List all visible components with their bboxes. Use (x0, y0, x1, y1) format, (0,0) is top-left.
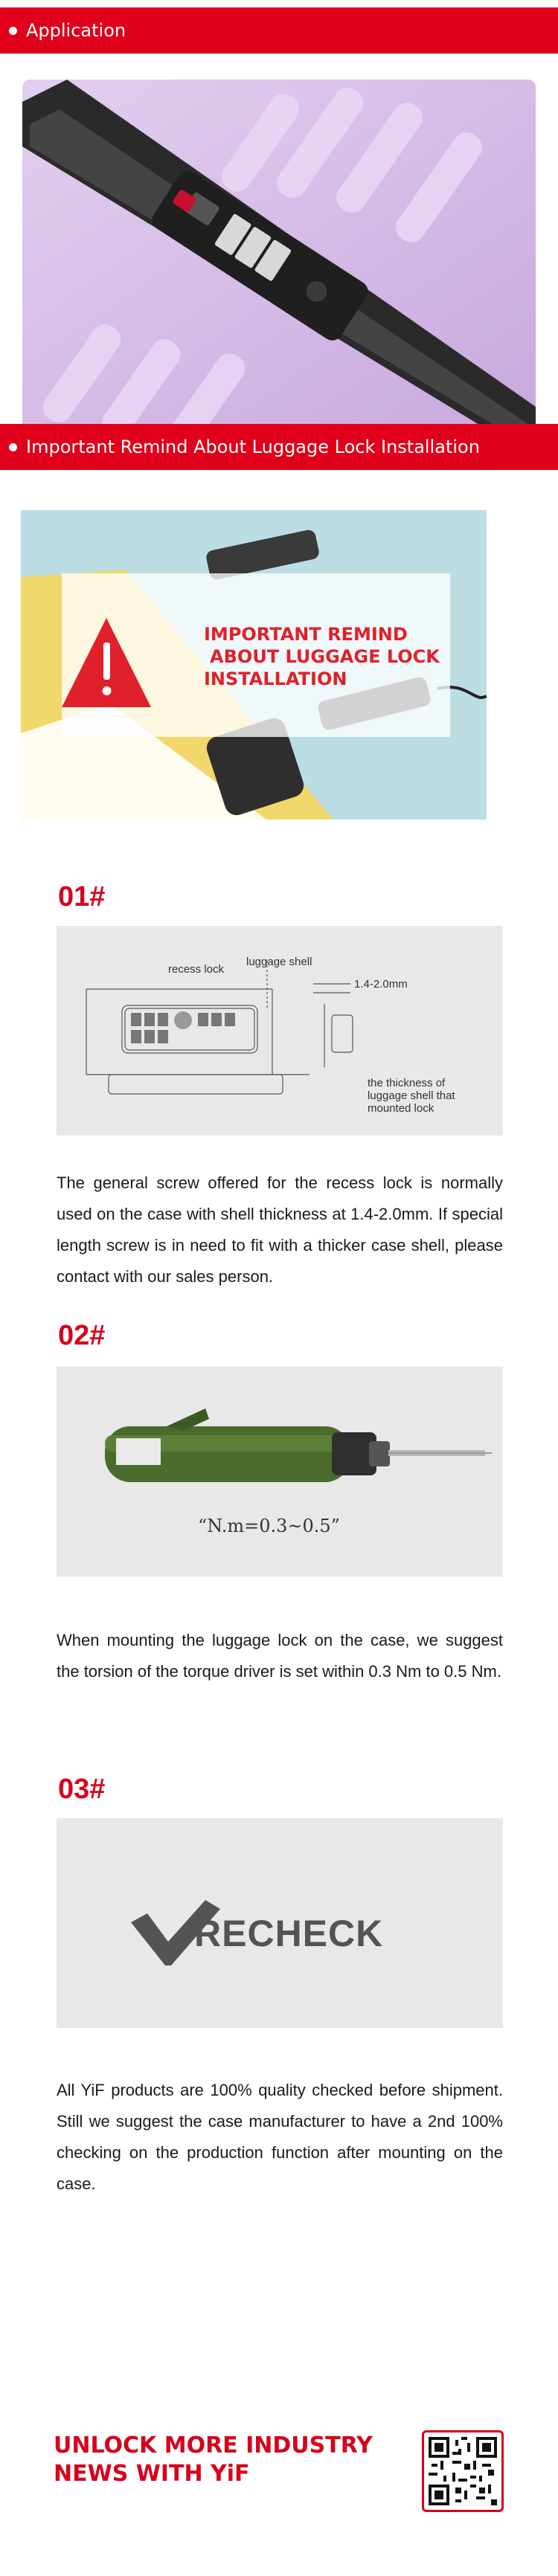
torque-label: “N.m=0.3~0.5” (198, 1516, 340, 1536)
hero-heading (204, 623, 440, 690)
application-photo (22, 80, 536, 437)
diagram-label: luggage shell (246, 956, 312, 968)
section-title: Application (26, 20, 126, 41)
recess-lock-diagram (57, 926, 503, 1136)
step-description: When mounting the luggage lock on the case, we suggest the torsion of the torque driver is set within 0.3 Nm to 0.5 Nm. (57, 1631, 503, 1681)
step-number: 02# (58, 1320, 106, 1351)
footer-title-line: UNLOCK MORE INDUSTRY (54, 2432, 373, 2459)
recheck-label: RECHECK (194, 1913, 384, 1954)
diagram-note-line: mounted lock (368, 1102, 434, 1115)
step-description: All YiF products are 100% quality checked before shipment. Still we suggest the case manufacturer to have a 2nd 100% checking on the production function after mounting on the case. (57, 2081, 503, 2193)
step-number: 01# (58, 881, 106, 912)
diagram-note (368, 1077, 455, 1115)
hero-heading-line: ABOUT LUGGAGE LOCK (210, 646, 440, 667)
footer-title-line: NEWS WITH YiF (54, 2461, 250, 2487)
qr-code-icon (429, 2437, 497, 2505)
hero-heading-line: INSTALLATION (204, 669, 347, 689)
section-banner-application (0, 7, 558, 54)
diagram-note-line: the thickness of (368, 1077, 446, 1089)
section-banner-remind (0, 424, 558, 470)
diagram-label: recess lock (168, 963, 225, 976)
diagram-dimension: 1.4-2.0mm (354, 978, 408, 991)
bullet-icon (9, 443, 17, 451)
qr-code[interactable] (422, 2430, 504, 2512)
recheck-panel (57, 1818, 503, 2028)
diagram-note-line: luggage shell that (368, 1089, 455, 1102)
step-number: 03# (58, 1774, 106, 1805)
footer-title (54, 2432, 373, 2488)
step-description: The general screw offered for the recess lock is normally used on the case with shell thickness at 1.4-2.0mm. If special length screw is in need to fit with a thicker case shell, please contact with our sales person. (57, 1173, 503, 1286)
bullet-icon (9, 27, 17, 35)
hero-heading-line: IMPORTANT REMIND (204, 624, 408, 645)
remind-hero-image (21, 510, 487, 820)
section-title: Important Remind About Luggage Lock Installation (26, 437, 480, 457)
torque-driver-image (57, 1367, 503, 1577)
